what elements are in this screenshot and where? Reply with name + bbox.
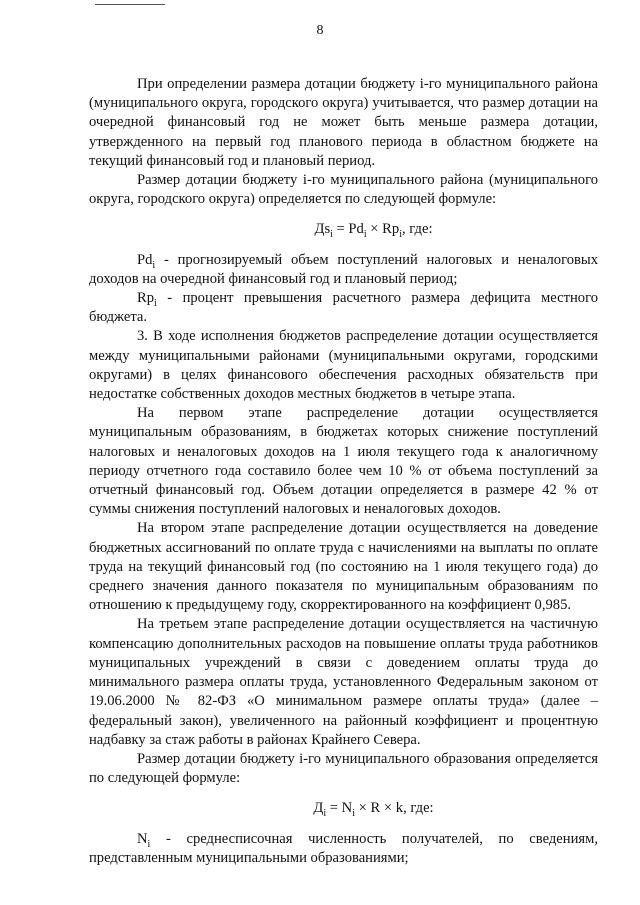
page-number: 8 (316, 23, 324, 38)
paragraph: Размер дотации бюджету i-го муниципального района (муниципального округа, городского округа) определяется по следующей формуле: (89, 172, 598, 208)
formula-term: = N (326, 800, 353, 817)
definition-n (89, 830, 598, 868)
formula-dotation-mo (89, 799, 598, 818)
formula-subscript: i (330, 229, 333, 241)
definition-pd (89, 251, 598, 289)
paragraph: 3. В ходе исполнения бюджетов распределение дотации осуществляется между муниципальными районами (муниципальными округами, городскими округами) в целях финансового обеспечения расходных обязательств при недостатке собственных доходов местных бюджетов в четыре этапа. (89, 328, 598, 403)
paragraph: Размер дотации бюджету i-го муниципального образования определяется по следующей формуле: (89, 750, 598, 787)
top-rule (95, 4, 165, 5)
paragraph: На первом этапе распределение дотации осуществляется муниципальным образованиям, в бюджетах которых снижение поступлений налоговых и неналоговых доходов на 1 июля текущего года к аналогичному периоду отчетного года составило более чем 10 % от объема поступлений за отчетный финансовый год. Объем дотации определяется в размере 42 % от суммы снижения поступлений налоговых и неналоговых доходов. (89, 405, 598, 518)
definition-text: - прогнозируемый объем поступлений налоговых и неналоговых доходов на очередной финансовый год и плановый период; (89, 251, 598, 287)
definition-symbol: N (137, 830, 148, 847)
formula-subscript: i (323, 808, 327, 820)
formula-subscript: i (363, 229, 367, 241)
paragraph: На третьем этапе распределение дотации осуществляется на частичную компенсацию дополнительных расходов на повышение оплаты труда работников муниципальных учреждений в связи с доведением оплаты труда до минимального размера оплаты труда, установленного Федеральным законом от 19.06.2000 № 82-ФЗ «О минимальном размере оплаты труда» (далее – федеральный закон), увеличенного на районный коэффициент и процентную надбавку за стаж работы в районах Крайнего Севера. (89, 616, 598, 748)
formula-term: × Rp (366, 221, 400, 238)
definition-text: - среднесписочная численность получателей, по сведениям, представленным муниципальными образованиями; (89, 830, 598, 866)
formula-subscript: i (147, 838, 151, 850)
formula-subscript: i (152, 259, 156, 271)
formula-term: Д (313, 800, 324, 817)
formula-term: × R × k, где: (355, 800, 434, 817)
definition-symbol: Rp (137, 290, 155, 307)
formula-subscript: i (399, 229, 402, 241)
formula-term: , где: (401, 221, 433, 238)
formula-dotation (89, 220, 598, 239)
paragraph: На втором этапе распределение дотации осуществляется на доведение бюджетных ассигнований по оплате труда с начислениями на выплаты по оплате труда на текущий финансовый год (по состоянию на 1 июля текущего года) до среднего значения данного показателя по муниципальным образованиям по отношению к предыдущему году, скорректированного на коэффициент 0,985. (89, 520, 598, 614)
formula-term: Дs (314, 221, 331, 238)
formula-subscript: i (154, 297, 157, 309)
definition-symbol: Pd (137, 251, 153, 268)
definition-rp (89, 289, 598, 327)
paragraph: При определении размера дотации бюджету i-го муниципального района (муниципального округа, городского округа) учитывается, что размер дотации на очередной финансовый год не может быть меньше размера дотации, утвержденного на первый год планового периода в областном бюджете на текущий финансовый год и плановый период. (89, 76, 598, 169)
formula-term: = Pd (332, 221, 364, 238)
formula-subscript: i (352, 808, 355, 820)
document-body (89, 75, 598, 868)
definition-text: - процент превышения расчетного размера дефицита местного бюджета. (89, 290, 598, 326)
